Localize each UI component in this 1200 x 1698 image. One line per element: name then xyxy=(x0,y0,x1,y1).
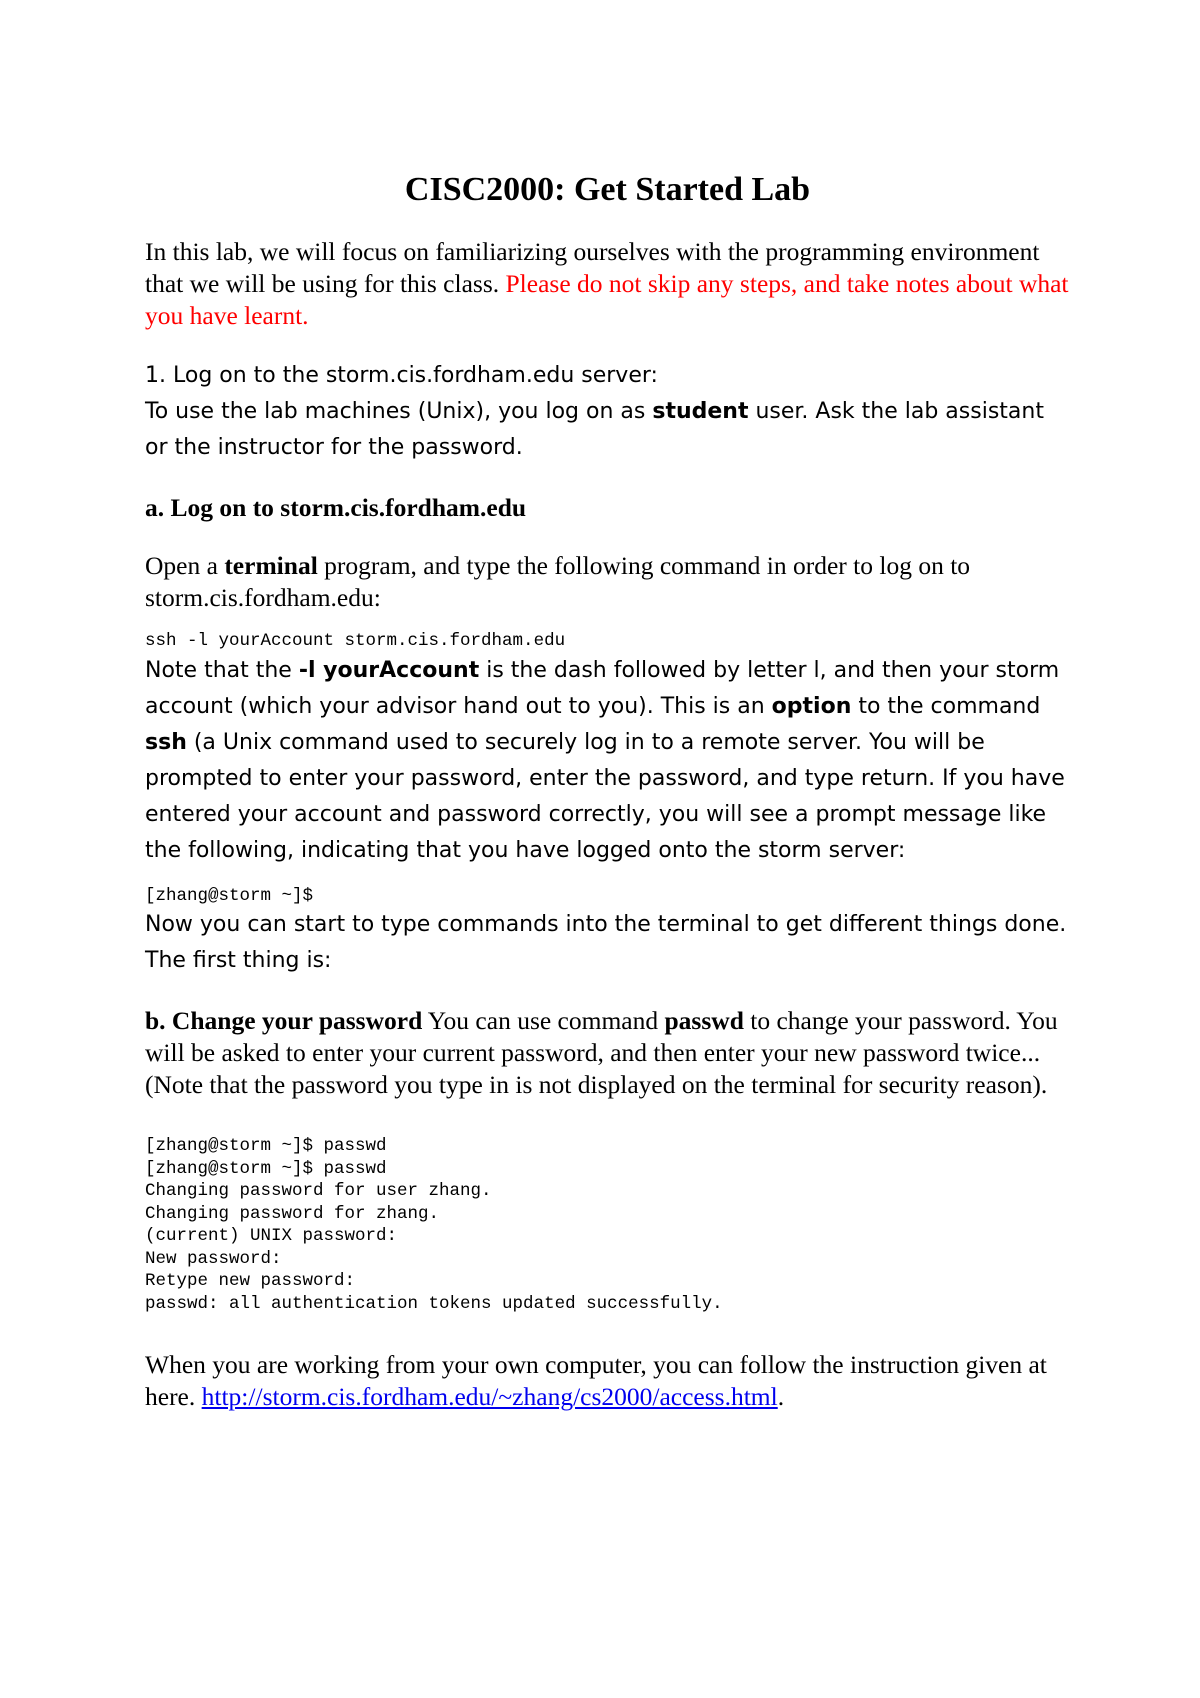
section1-student-bold: student xyxy=(652,399,749,424)
terminal-bold: terminal xyxy=(224,551,318,580)
shell-prompt: [zhang@storm ~]$ xyxy=(145,885,314,906)
section-a-heading xyxy=(145,492,1070,524)
note-bold-ssh: ssh xyxy=(145,729,187,755)
note-bold-option: -l yourAccount xyxy=(298,657,480,683)
note-bold-option-word: option xyxy=(771,693,852,719)
closing-period: . xyxy=(777,1382,785,1411)
section-a-paragraph xyxy=(145,550,1070,614)
terminal-line: New password: xyxy=(145,1248,282,1269)
closing-text: When you are working from your own computer, you can follow the instruction given at here. xyxy=(145,1350,1047,1411)
ssh-command: ssh -l yourAccount storm.cis.fordham.edu xyxy=(145,631,566,651)
passwd-bold: passwd xyxy=(664,1006,744,1035)
terminal-line: Changing password for zhang. xyxy=(145,1203,440,1224)
note-text-2: is the dash followed by letter l, and then your storm account (which your advisor hand out to you). This is an xyxy=(145,657,1060,719)
access-instructions-link[interactable]: http://storm.cis.fordham.edu/~zhang/cs2000/access.html xyxy=(201,1382,778,1411)
section-b-heading: b. Change your password xyxy=(145,1006,423,1035)
terminal-line: (current) UNIX password: xyxy=(145,1226,398,1246)
note-text-4: (a Unix command used to securely log in to a remote server. You will be prompted to enter your password, enter the password, and type return. If you have entered your account and password correctly, you will see a prompt message like the following, indicating that you have logged onto the storm server: xyxy=(145,729,1065,863)
ssh-note xyxy=(145,653,1070,869)
section1-heading: 1. Log on to the storm.cis.fordham.edu server: xyxy=(145,363,658,388)
section-a-text-pre: Open a xyxy=(145,551,225,580)
section-b-text-2: to change your password. You will be asked to enter your current password, and then enter your new password twice... (Note that the password you type in is not displayed on the terminal for security reason). xyxy=(145,1006,1058,1099)
terminal-line: Retype new password: xyxy=(145,1271,356,1291)
section-a-heading-text: a. Log on to storm.cis.fordham.edu xyxy=(145,493,527,522)
terminal-line: [zhang@storm ~]$ passwd xyxy=(145,1158,387,1179)
document-page xyxy=(145,170,1070,1413)
note-text-3: to the command xyxy=(851,693,1041,719)
page-title: CISC2000: Get Started Lab xyxy=(404,171,811,208)
intro-warning: Please do not skip any steps, and take notes about what you have learnt. xyxy=(145,269,1069,330)
section1-paragraph xyxy=(145,394,1070,466)
section-b-text-1: You can use command xyxy=(422,1006,665,1035)
section-b-paragraph xyxy=(145,1005,1070,1101)
closing-paragraph xyxy=(145,1349,1070,1413)
terminal-line: passwd: all authentication tokens updated successfully. xyxy=(145,1293,723,1314)
intro-text: In this lab, we will focus on familiarizing ourselves with the programming environment that we will be using for this class. xyxy=(145,237,1040,298)
section1-text-post: user. Ask the lab assistant or the instructor for the password. xyxy=(145,399,1044,460)
terminal-output xyxy=(145,1135,1070,1315)
section1-text-pre: To use the lab machines (Unix), you log on as xyxy=(145,399,653,424)
note-text-1: Note that the xyxy=(145,657,299,683)
terminal-line: [zhang@storm ~]$ passwd xyxy=(145,1136,387,1156)
section-a-after: Now you can start to type commands into the terminal to get different things done. The first thing is: xyxy=(145,912,1067,973)
terminal-line: Changing password for user zhang. xyxy=(145,1181,492,1201)
section-a-text-post: program, and type the following command in order to log on to storm.cis.fordham.edu: xyxy=(145,551,971,612)
intro-paragraph xyxy=(145,236,1070,332)
